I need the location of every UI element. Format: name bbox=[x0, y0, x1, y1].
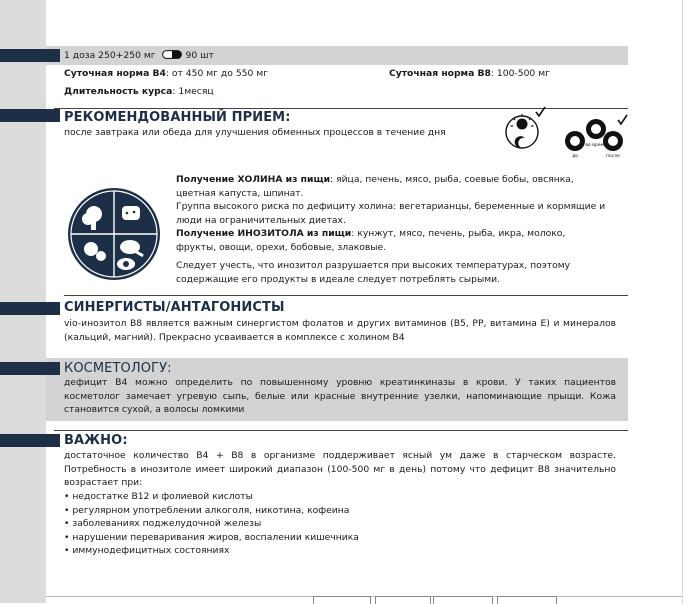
list-item: • недостатке В12 и фолиевой кислоты bbox=[64, 490, 359, 504]
section-marker bbox=[0, 434, 60, 447]
heat-note: Следует учесть, что инозитол разрушается при высоких температурах, поэтому содержащие его продукты в идеале следует потреблять сырыми. bbox=[176, 260, 571, 285]
list-item: • иммунодефицитных состояниях bbox=[64, 544, 359, 558]
cosmetology-text: дефицит В4 можно определить по повышенному уровню креатинкиназы в крови. У таких пациентов косметолог замечает угревую сыпь, белые или красные внутренние узелки, напоминающие прыщи. Кожа становится сухой, а волосы ломкими bbox=[64, 377, 616, 415]
right-edge bbox=[682, 0, 690, 603]
synergists-text: vio-инозитол В8 является важным синергистом фолатов и других витаминов (В5, РР, витамина Е) и минералов (кальций, магний). Прекрасно усваивается в комплексе с холином В4 bbox=[64, 318, 616, 343]
section-marker bbox=[0, 109, 60, 122]
norm-b4: Суточная норма В4: от 450 мг до 550 мг bbox=[64, 68, 269, 79]
risk-group: Группа высокого риска по дефициту холина: вегетарианцы, беременные и кормящие и люди на ограничительных диетах. bbox=[176, 201, 606, 226]
dose-marker bbox=[0, 49, 60, 62]
day-cycle-icon bbox=[496, 106, 548, 168]
important-title: ВАЖНО: bbox=[64, 433, 128, 448]
risk-list bbox=[64, 490, 359, 558]
food-sources bbox=[176, 173, 606, 286]
meal-timing-icon bbox=[560, 110, 630, 166]
choline-sources: Получение ХОЛИНА из пищи: яйца, печень, мясо, рыба, соевые бобы, овсянка, цветная капуста, шпинат. bbox=[176, 174, 574, 199]
important-text: достаточное количество В4 + В8 в организме поддерживает ясный ум даже в старческом возрасте. Потребность в инозитоле имеет широкий диапазон (100-500 мг в день) потому что дефицит В8 значительно возрастает при: bbox=[64, 450, 616, 488]
svg-text:до: до bbox=[572, 154, 578, 159]
section-marker bbox=[0, 362, 60, 375]
svg-text:после: после bbox=[606, 154, 620, 159]
section-marker bbox=[0, 302, 60, 315]
list-item: • регулярном употреблении алкоголя, никотина, кофеина bbox=[64, 504, 359, 518]
synergists-title: СИНЕРГИСТЫ/АНТАГОНИСТЫ bbox=[64, 300, 285, 315]
dose-line bbox=[64, 50, 214, 61]
cosmetology-title: КОСМЕТОЛОГУ: bbox=[64, 361, 172, 376]
inositol-sources: Получение ИНОЗИТОЛА из пищи: кунжут, мясо, печень, рыба, икра, молоко, фрукты, овощи, орехи, бобовые, злаковые. bbox=[176, 228, 566, 253]
section-rule bbox=[54, 430, 628, 431]
recommended-text: после завтрака или обеда для улучшения обменных процессов в течение дня bbox=[64, 127, 446, 138]
course-duration: Длительность курса: 1месяц bbox=[64, 86, 214, 97]
list-item: • нарушении переваривания жиров, воспалении кишечника bbox=[64, 531, 359, 545]
section-rule bbox=[64, 295, 628, 296]
list-item: • заболеваниях поджелудочной железы bbox=[64, 517, 359, 531]
recommended-title: РЕКОМЕНДОВАННЫЙ ПРИЕМ: bbox=[64, 110, 291, 125]
dose-text: 1 доза 250+250 мг bbox=[64, 50, 156, 61]
capsule-icon bbox=[162, 50, 182, 59]
food-plate-icon bbox=[64, 184, 164, 284]
norm-b8: Суточная норма В8: 100-500 мг bbox=[389, 68, 550, 79]
svg-text:во время: во время bbox=[585, 143, 607, 148]
dose-count: 90 шт bbox=[185, 50, 214, 61]
